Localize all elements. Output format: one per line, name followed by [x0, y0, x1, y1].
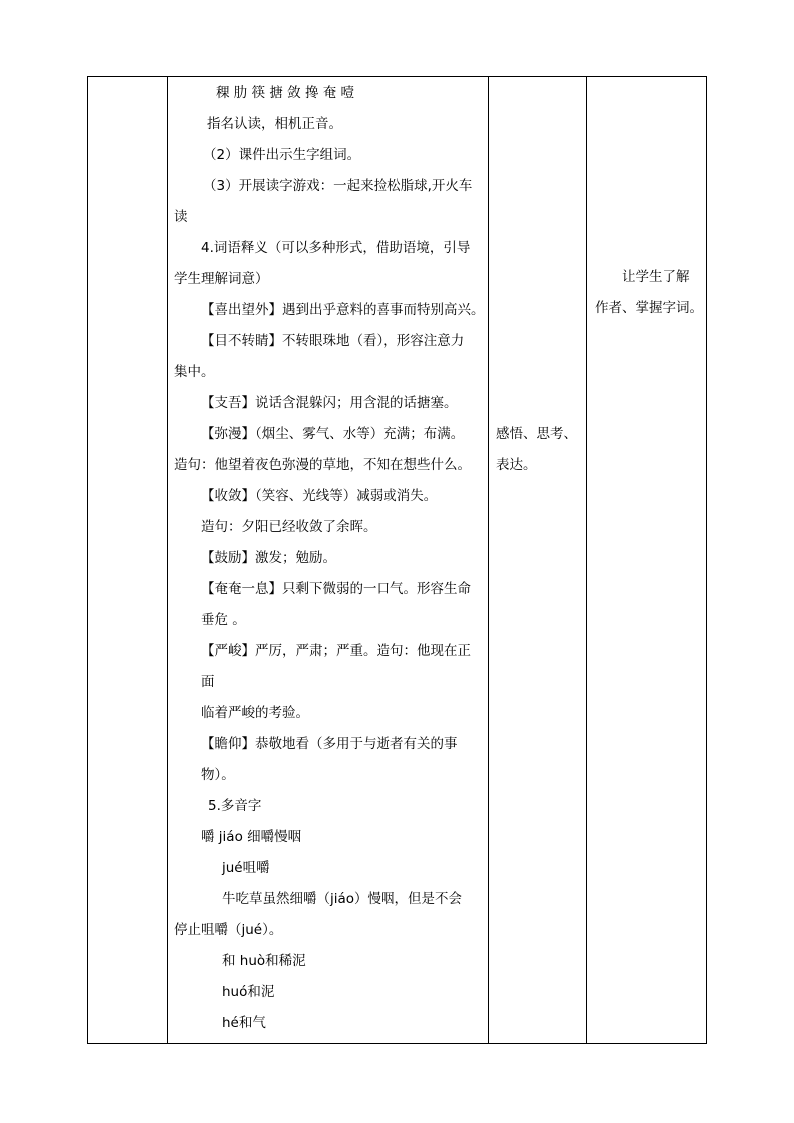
- text-line: 【弥漫】（烟尘、雾气、水等）充满；布满。: [201, 426, 465, 442]
- text-line: 和 huò和稀泥: [222, 953, 306, 969]
- text-line: 【目不转睛】不转眼珠地（看），形容注意力: [201, 333, 465, 349]
- text-line: 临着严峻的考验。: [201, 705, 309, 721]
- text-line: 【喜出望外】遇到出乎意料的喜事而特别高兴。: [201, 302, 485, 318]
- text-line: 集中。: [174, 364, 215, 380]
- text-line: 读: [174, 209, 188, 225]
- text-line: 学生理解词意）: [174, 271, 269, 287]
- text-line: 【鼓励】激发；勉励。: [201, 550, 336, 566]
- text-line: 嚼 jiáo 细嚼慢咽: [201, 829, 302, 845]
- text-line: 稞 肋 筷 搪 敛 搀 奄 噎: [216, 85, 355, 101]
- text-line: 指名认读，相机正音。: [207, 116, 342, 132]
- text-line: 作者、掌握字词。: [595, 300, 703, 316]
- text-line: 【支吾】说话含混躲闪；用含混的话搪塞。: [201, 395, 458, 411]
- text-line: 感悟、思考、: [496, 426, 577, 442]
- text-line: 垂危 。: [201, 612, 246, 628]
- text-line: 面: [201, 674, 215, 690]
- text-line: 4.词语释义（可以多种形式，借助语境，引导: [201, 240, 471, 256]
- text-line: 【收敛】（笑容、光线等）减弱或消失。: [201, 488, 438, 504]
- text-line: 让学生了解: [622, 269, 690, 285]
- text-line: 牛吃草虽然细嚼（jiáo）慢咽，但是不会: [222, 891, 463, 907]
- text-line: 造句：夕阳已经收敛了余晖。: [201, 519, 377, 535]
- text-line: （3）开展读字游戏：一起来捡松脂球,开火车: [203, 178, 473, 194]
- cell-design-intent: [586, 77, 706, 1044]
- text-line: 造句：他望着夜色弥漫的草地，不知在想些什么。: [174, 457, 471, 473]
- text-line: 物）。: [201, 767, 235, 783]
- text-line: 5.多音字: [208, 798, 262, 814]
- text-line: 【严峻】严厉，严肃；严重。造句：他现在正: [201, 643, 471, 659]
- text-line: 【奄奄一息】只剩下微弱的一口气。形容生命: [201, 581, 471, 597]
- text-line: 【瞻仰】恭敬地看（多用于与逝者有关的事: [201, 736, 458, 752]
- cell-empty: [88, 77, 168, 1044]
- text-line: （2）课件出示生字组词。: [203, 147, 361, 163]
- text-line: hé和气: [222, 1015, 266, 1031]
- text-line: jué咀嚼: [222, 860, 270, 876]
- text-line: huó和泥: [222, 984, 275, 1000]
- text-line: 表达。: [496, 457, 537, 473]
- cell-student-activity: [488, 77, 586, 1044]
- text-line: 停止咀嚼（jué）。: [174, 922, 283, 938]
